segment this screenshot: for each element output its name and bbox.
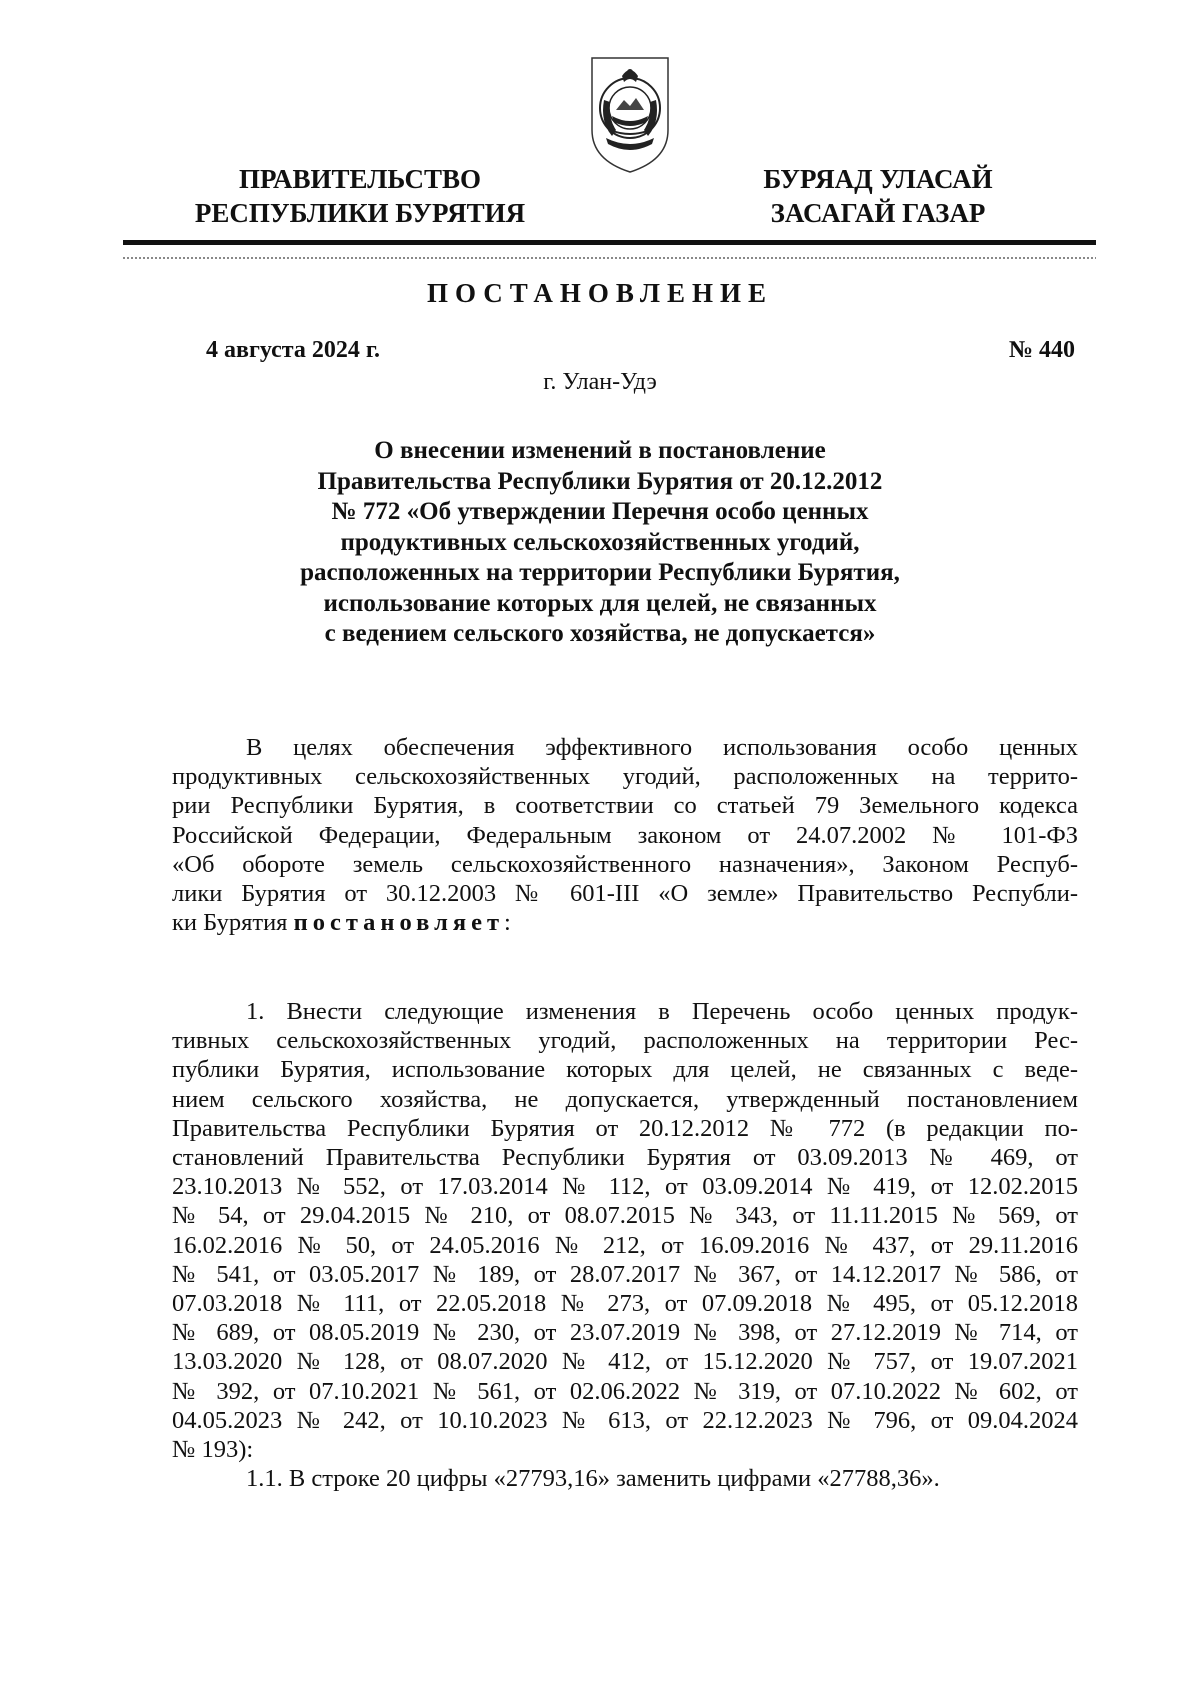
org-ru-line-2: РЕСПУБЛИКИ БУРЯТИЯ	[194, 198, 526, 228]
title-line: использование которых для целей, не связанных	[323, 589, 877, 617]
preamble-line-last	[172, 908, 1078, 937]
document-city: г. Улан-Удэ	[543, 369, 657, 395]
item-1-line: 23.10.2013 № 552, от 17.03.2014 № 112, от 03.09.2014 № 419, от 12.02.2015	[172, 1173, 1078, 1201]
item-1-line: № 689, от 08.05.2019 № 230, от 23.07.2019 № 398, от 27.12.2019 № 714, от	[172, 1319, 1078, 1347]
document-type: ПОСТАНОВЛЕНИЕ	[426, 278, 774, 308]
preamble-paragraph	[172, 733, 1078, 937]
item-1-line: № 54, от 29.04.2015 № 210, от 08.07.2015 № 343, от 11.11.2015 № 569, от	[172, 1202, 1078, 1230]
document-date: 4 августа 2024 г.	[206, 337, 381, 363]
decree-word: постановляет	[293, 909, 504, 937]
preamble-last-prefix: ки Бурятия	[172, 909, 294, 937]
title-line: расположенных на территории Республики Бурятия,	[300, 559, 900, 586]
header-divider-thin	[123, 257, 1096, 259]
item-1-paragraph	[172, 997, 1078, 1493]
item-1-line: 16.02.2016 № 50, от 24.05.2016 № 212, от 16.09.2016 № 437, от 29.11.2016	[172, 1231, 1078, 1259]
item-1-line: нием сельского хозяйства, не допускается, утвержденный постановлением	[172, 1085, 1078, 1113]
item-1-line-last: № 193):	[172, 1436, 254, 1464]
item-1-line: № 392, от 07.10.2021 № 561, от 02.06.2022 № 319, от 07.10.2022 № 602, от	[172, 1377, 1078, 1405]
item-1-line: тивных сельскохозяйственных угодий, расположенных на территории Рес-	[172, 1027, 1078, 1055]
org-bur-line-1: БУРЯАД УЛАСАЙ	[763, 164, 993, 194]
title-line: О внесении изменений в постановление	[374, 437, 826, 464]
item-1-line: становлений Правительства Республики Бурятия от 03.09.2013 № 469, от	[172, 1144, 1078, 1172]
title-line: Правительства Республики Бурятия от 20.12.2012	[317, 467, 883, 495]
title-line: с ведением сельского хозяйства, не допускается»	[324, 620, 876, 647]
item-1-line: Правительства Республики Бурятия от 20.12.2012 № 772 (в редакции по-	[172, 1114, 1078, 1142]
title-line: продуктивных сельскохозяйственных угодий,	[340, 528, 860, 556]
coat-of-arms-icon	[586, 52, 674, 176]
preamble-line: продуктивных сельскохозяйственных угодий, расположенных на террито-	[172, 763, 1078, 791]
item-1-1-line: 1.1. В строке 20 цифры «27793,16» заменить цифрами «27788,36».	[246, 1465, 940, 1493]
org-name-buryat	[728, 162, 1028, 230]
org-ru-line-1: ПРАВИТЕЛЬСТВО	[238, 164, 482, 194]
item-1-line: 04.05.2023 № 242, от 10.10.2023 № 613, от 22.12.2023 № 796, от 09.04.2024	[172, 1406, 1078, 1434]
item-1-line: 1. Внести следующие изменения в Перечень особо ценных продук-	[246, 998, 1078, 1025]
item-1-line: 13.03.2020 № 128, от 08.07.2020 № 412, от 15.12.2020 № 757, от 19.07.2021	[172, 1348, 1078, 1376]
preamble-line: рии Республики Бурятия, в соответствии со статьей 79 Земельного кодекса	[172, 792, 1078, 820]
title-line: № 772 «Об утверждении Перечня особо ценных	[331, 498, 869, 525]
item-1-line: № 541, от 03.05.2017 № 189, от 28.07.2017 № 367, от 14.12.2017 № 586, от	[172, 1260, 1078, 1288]
preamble-line: «Об обороте земель сельскохозяйственного назначения», Законом Респуб-	[172, 850, 1078, 878]
document-title	[200, 436, 1000, 650]
preamble-line: лики Бурятия от 30.12.2003 № 601-III «О земле» Правительство Республи-	[172, 880, 1078, 908]
org-bur-line-2: ЗАСАГАЙ ГАЗАР	[770, 198, 986, 228]
item-1-line: 07.03.2018 № 111, от 22.05.2018 № 273, от 07.09.2018 № 495, от 05.12.2018	[172, 1290, 1078, 1318]
preamble-last-suffix: :	[504, 909, 511, 937]
org-name-russian	[160, 162, 560, 230]
preamble-line: Российской Федерации, Федеральным законом от 24.07.2002 № 101-ФЗ	[172, 821, 1078, 849]
item-1-line: публики Бурятия, использование которых для целей, не связанных с веде-	[172, 1056, 1078, 1084]
header-divider-thick	[123, 240, 1096, 245]
preamble-line: В целях обеспечения эффективного использования особо ценных	[246, 734, 1078, 761]
document-number: № 440	[1008, 337, 1075, 363]
